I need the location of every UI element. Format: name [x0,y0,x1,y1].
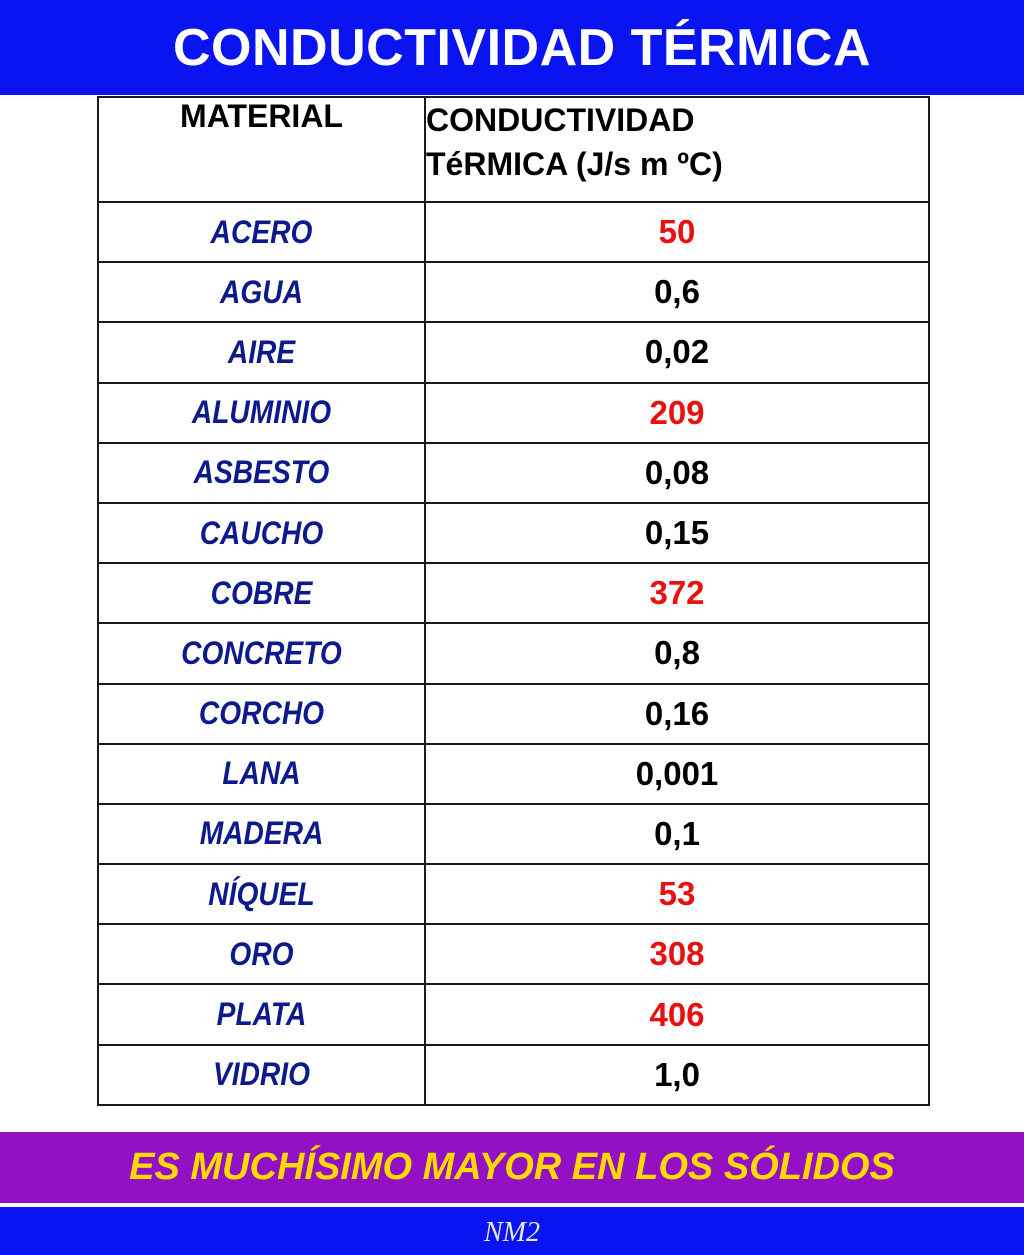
conductivity-value-cell: 0,6 [425,262,929,322]
table-body [98,202,929,1105]
conductivity-value-cell: 406 [425,984,929,1044]
table-row [98,503,929,563]
material-cell: MADERA [118,804,406,864]
table-row [98,864,929,924]
conductivity-value-cell: 1,0 [425,1045,929,1105]
conductivity-value-cell: 0,15 [425,503,929,563]
material-cell: LANA [118,744,406,804]
conductivity-value-cell: 0,08 [425,443,929,503]
table-row [98,443,929,503]
material-cell: NÍQUEL [118,864,406,924]
material-cell: VIDRIO [118,1045,406,1105]
title-bar [0,0,1024,95]
conductivity-value-cell: 0,16 [425,684,929,744]
material-cell: COBRE [118,563,406,623]
material-cell: ALUMINIO [118,383,406,443]
conductivity-value-cell: 50 [425,202,929,262]
table-row [98,322,929,382]
conductivity-table [97,96,930,1106]
table-row [98,744,929,804]
table-row [98,684,929,744]
table-row [98,623,929,683]
table-row [98,924,929,984]
table-row [98,262,929,322]
material-cell: PLATA [118,984,406,1044]
material-cell: ORO [118,924,406,984]
material-cell: CONCRETO [118,623,406,683]
table-row [98,984,929,1044]
table-row [98,202,929,262]
conductivity-column-header [425,97,929,202]
conductivity-value-cell: 209 [425,383,929,443]
material-cell: AIRE [118,322,406,382]
material-cell: ACERO [118,202,406,262]
table-row [98,563,929,623]
material-cell: ASBESTO [118,443,406,503]
conclusion-banner [0,1132,1024,1203]
conclusion-text: ES MUCHÍSIMO MAYOR EN LOS SÓLIDOS [129,1146,895,1188]
material-cell: CAUCHO [118,503,406,563]
conductivity-value-cell: 0,1 [425,804,929,864]
conductivity-value-cell: 308 [425,924,929,984]
footer-bar [0,1207,1024,1255]
conductivity-value-cell: 0,8 [425,623,929,683]
conductivity-value-cell: 53 [425,864,929,924]
conductivity-value-cell: 0,001 [425,744,929,804]
conductivity-header-line1: CONDUCTIVIDAD [426,102,695,138]
material-column-header: MATERIAL [98,97,425,202]
conductivity-value-cell: 0,02 [425,322,929,382]
material-cell: CORCHO [118,684,406,744]
conductivity-value-cell: 372 [425,563,929,623]
conductivity-header-line2: TéRMICA (J/s m ºC) [426,146,723,182]
table-header-row [98,97,929,202]
footer-label: NM2 [484,1217,540,1248]
material-cell: AGUA [118,262,406,322]
page-title: CONDUCTIVIDAD TÉRMICA [172,18,872,77]
table-row [98,383,929,443]
table-row [98,1045,929,1105]
table-row [98,804,929,864]
